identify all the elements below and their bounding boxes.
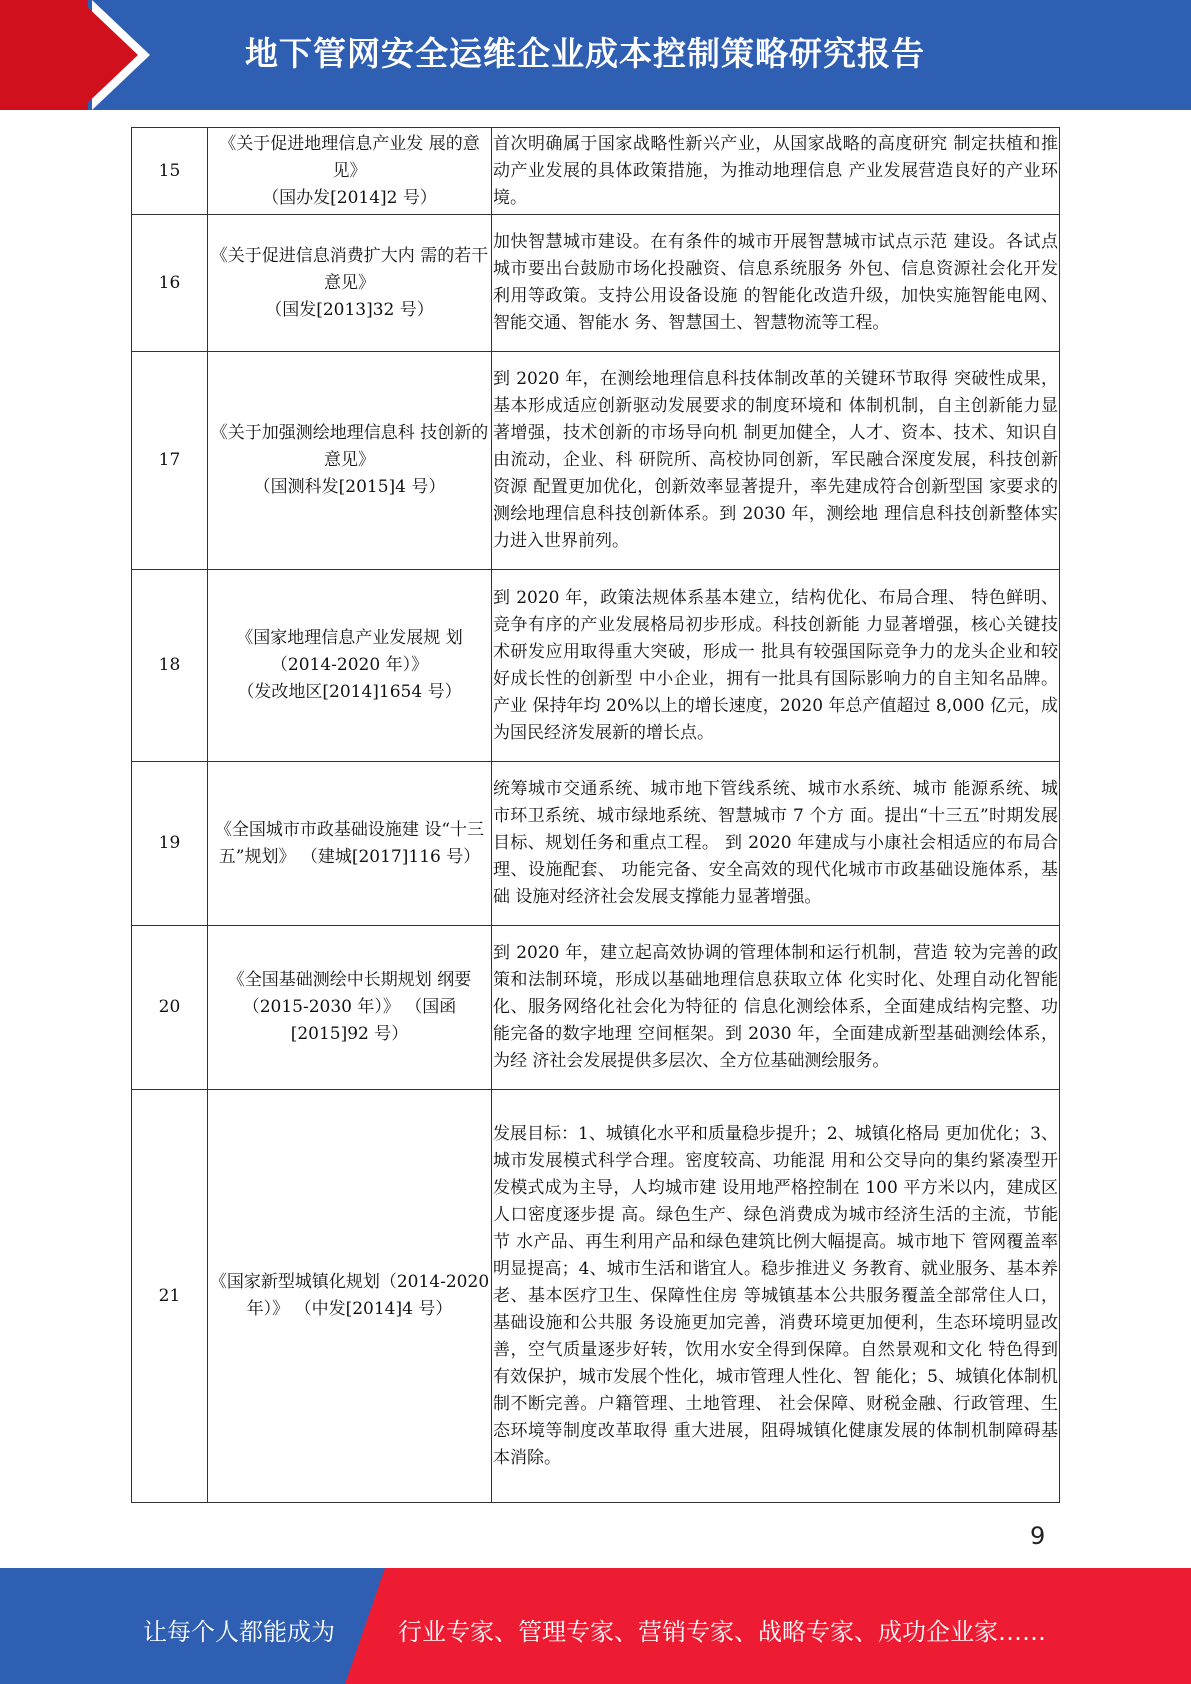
policy-document-line: 《国家新型城镇化规划（2014-2020 年）》 （中发[2014]4 号） bbox=[209, 1272, 490, 1319]
policy-document-line: （国办发[2014]2 号） bbox=[262, 187, 437, 208]
policy-document-line: 《关于加强测绘地理信息科 技创新的意见》 bbox=[210, 423, 489, 470]
policy-document-line: 《全国城市市政基础设施建 设“十三五”规划》 （建城[2017]116 号） bbox=[214, 819, 485, 867]
table-row bbox=[132, 352, 1060, 570]
policy-description: 统筹城市交通系统、城市地下管线系统、城市水系统、城市 能源系统、城市环卫系统、城市绿地系统、智慧城市 7 个方 面。提出“十三五”时期发展目标、规划任务和重点工程。 到 2020 年建成与小康社会相适应的布局合理、设施配套、 功能完备、安全高效的现代化城市市政基础设施体系，基础 设施对经济社会发展支撑能力显著增强。 bbox=[492, 762, 1060, 926]
page-header bbox=[0, 0, 1191, 110]
table-row bbox=[132, 1090, 1060, 1503]
policy-document-line: （国测科发[2015]4 号） bbox=[253, 477, 446, 497]
row-number: 19 bbox=[132, 762, 208, 926]
policy-description: 首次明确属于国家战略性新兴产业，从国家战略的高度研究 制定扶植和推动产业发展的具体政策措施，为推动地理信息 产业发展营造良好的产业环境。 bbox=[492, 128, 1060, 215]
table-row bbox=[132, 128, 1060, 215]
row-number: 17 bbox=[132, 352, 208, 570]
policy-table bbox=[131, 127, 1060, 1503]
policy-document-line: 《关于促进信息消费扩大内 需的若干意见》 bbox=[210, 245, 489, 293]
policy-document-line: （发改地区[2014]1654 号） bbox=[237, 682, 462, 702]
policy-description: 发展目标：1、城镇化水平和质量稳步提升；2、城镇化格局 更加优化；3、城市发展模式科学合理。密度较高、功能混 用和公交导向的集约紧凑型开发模式成为主导，人均城市建 设用地严格控制在 100 平方米以内，建成区人口密度逐步提 高。绿色生产、绿色消费成为城市经济生活的主流，节能节 水产品、再生利用产品和绿色建筑比例大幅提高。城市地下 管网覆盖率明显提高；4、城市生活和谐宜人。稳步推进义 务教育、就业服务、基本养老、基本医疗卫生、保障性住房 等城镇基本公共服务覆盖全部常住人口，基础设施和公共服 务设施更加完善，消费环境更加便利，生态环境明显改善，空气质量逐步好转，饮用水安全得到保障。自然景观和文化 特色得到有效保护，城市发展个性化，城市管理人性化、智 能化；5、城镇化体制机制不断完善。户籍管理、土地管理、 社会保障、财税金融、行政管理、生态环境等制度改革取得 重大进展，阻碍城镇化健康发展的体制机制障碍基本消除。 bbox=[492, 1090, 1060, 1503]
report-title: 地下管网安全运维企业成本控制策略研究报告 bbox=[245, 34, 925, 73]
policy-description: 到 2020 年，政策法规体系基本建立，结构优化、布局合理、 特色鲜明、竞争有序的产业发展格局初步形成。科技创新能 力显著增强，核心关键技术研发应用取得重大突破，形成一 批具有较强国际竞争力的龙头企业和较好成长性的创新型 中小企业，拥有一批具有国际影响力的自主知名品牌。产业 保持年均 20%以上的增长速度，2020 年总产值超过 8,000 亿元，成为国民经济发展新的增长点。 bbox=[492, 570, 1060, 762]
table-row bbox=[132, 215, 1060, 352]
policy-description: 到 2020 年，在测绘地理信息科技体制改革的关键环节取得 突破性成果，基本形成适应创新驱动发展要求的制度环境和 体制机制，自主创新能力显著增强，技术创新的市场导向机 制更加健全，人才、资本、技术、知识自由流动，企业、科 研院所、高校协同创新，军民融合深度发展，科技创新资源 配置更加优化，创新效率显著提升，率先建成符合创新型国 家要求的测绘地理信息科技创新体系。到 2030 年，测绘地 理信息科技创新整体实力进入世界前列。 bbox=[492, 352, 1060, 570]
row-number: 20 bbox=[132, 926, 208, 1090]
policy-document bbox=[208, 128, 492, 215]
policy-document-line: 《关于促进地理信息产业发 展的意见》 bbox=[219, 133, 480, 181]
policy-document bbox=[208, 352, 492, 570]
header-red-chevron bbox=[80, 0, 138, 110]
policy-document bbox=[208, 1090, 492, 1503]
page-number: 9 bbox=[1030, 1522, 1046, 1550]
row-number: 18 bbox=[132, 570, 208, 762]
page-footer bbox=[0, 1568, 1191, 1684]
policy-document bbox=[208, 215, 492, 352]
footer-blue-slant bbox=[345, 1568, 385, 1684]
row-number: 15 bbox=[132, 128, 208, 215]
header-red-block bbox=[0, 0, 88, 110]
row-number: 21 bbox=[132, 1090, 208, 1503]
row-number: 16 bbox=[132, 215, 208, 352]
table-row bbox=[132, 762, 1060, 926]
footer-slogan-right: 行业专家、管理专家、营销专家、战略专家、成功企业家…… bbox=[398, 1618, 1046, 1646]
policy-description: 加快智慧城市建设。在有条件的城市开展智慧城市试点示范 建设。各试点城市要出台鼓励市场化投融资、信息系统服务 外包、信息资源社会化开发利用等政策。支持公用设备设施 的智能化改造升级，加快实施智能电网、智能交通、智能水 务、智慧国土、智慧物流等工程。 bbox=[492, 215, 1060, 352]
table-row bbox=[132, 926, 1060, 1090]
policy-table-body bbox=[132, 128, 1060, 1503]
policy-document-line: 《全国基础测绘中长期规划 纲要（2015-2030 年）》 （国函[2015]92 号） bbox=[227, 970, 472, 1044]
footer-slogan-left: 让每个人都能成为 bbox=[143, 1618, 335, 1646]
table-row bbox=[132, 570, 1060, 762]
policy-document bbox=[208, 570, 492, 762]
policy-document-line: （国发[2013]32 号） bbox=[265, 299, 434, 320]
policy-document-line: 《国家地理信息产业发展规 划（2014-2020 年）》 bbox=[236, 628, 463, 675]
policy-description: 到 2020 年，建立起高效协调的管理体制和运行机制，营造 较为完善的政策和法制环境，形成以基础地理信息获取立体 化实时化、处理自动化智能化、服务网络化社会化为特征的 信息化测绘体系，全面建成结构完整、功能完备的数字地理 空间框架。到 2030 年，全面建成新型基础测绘体系，为经 济社会发展提供多层次、全方位基础测绘服务。 bbox=[492, 926, 1060, 1090]
policy-document bbox=[208, 926, 492, 1090]
policy-document bbox=[208, 762, 492, 926]
